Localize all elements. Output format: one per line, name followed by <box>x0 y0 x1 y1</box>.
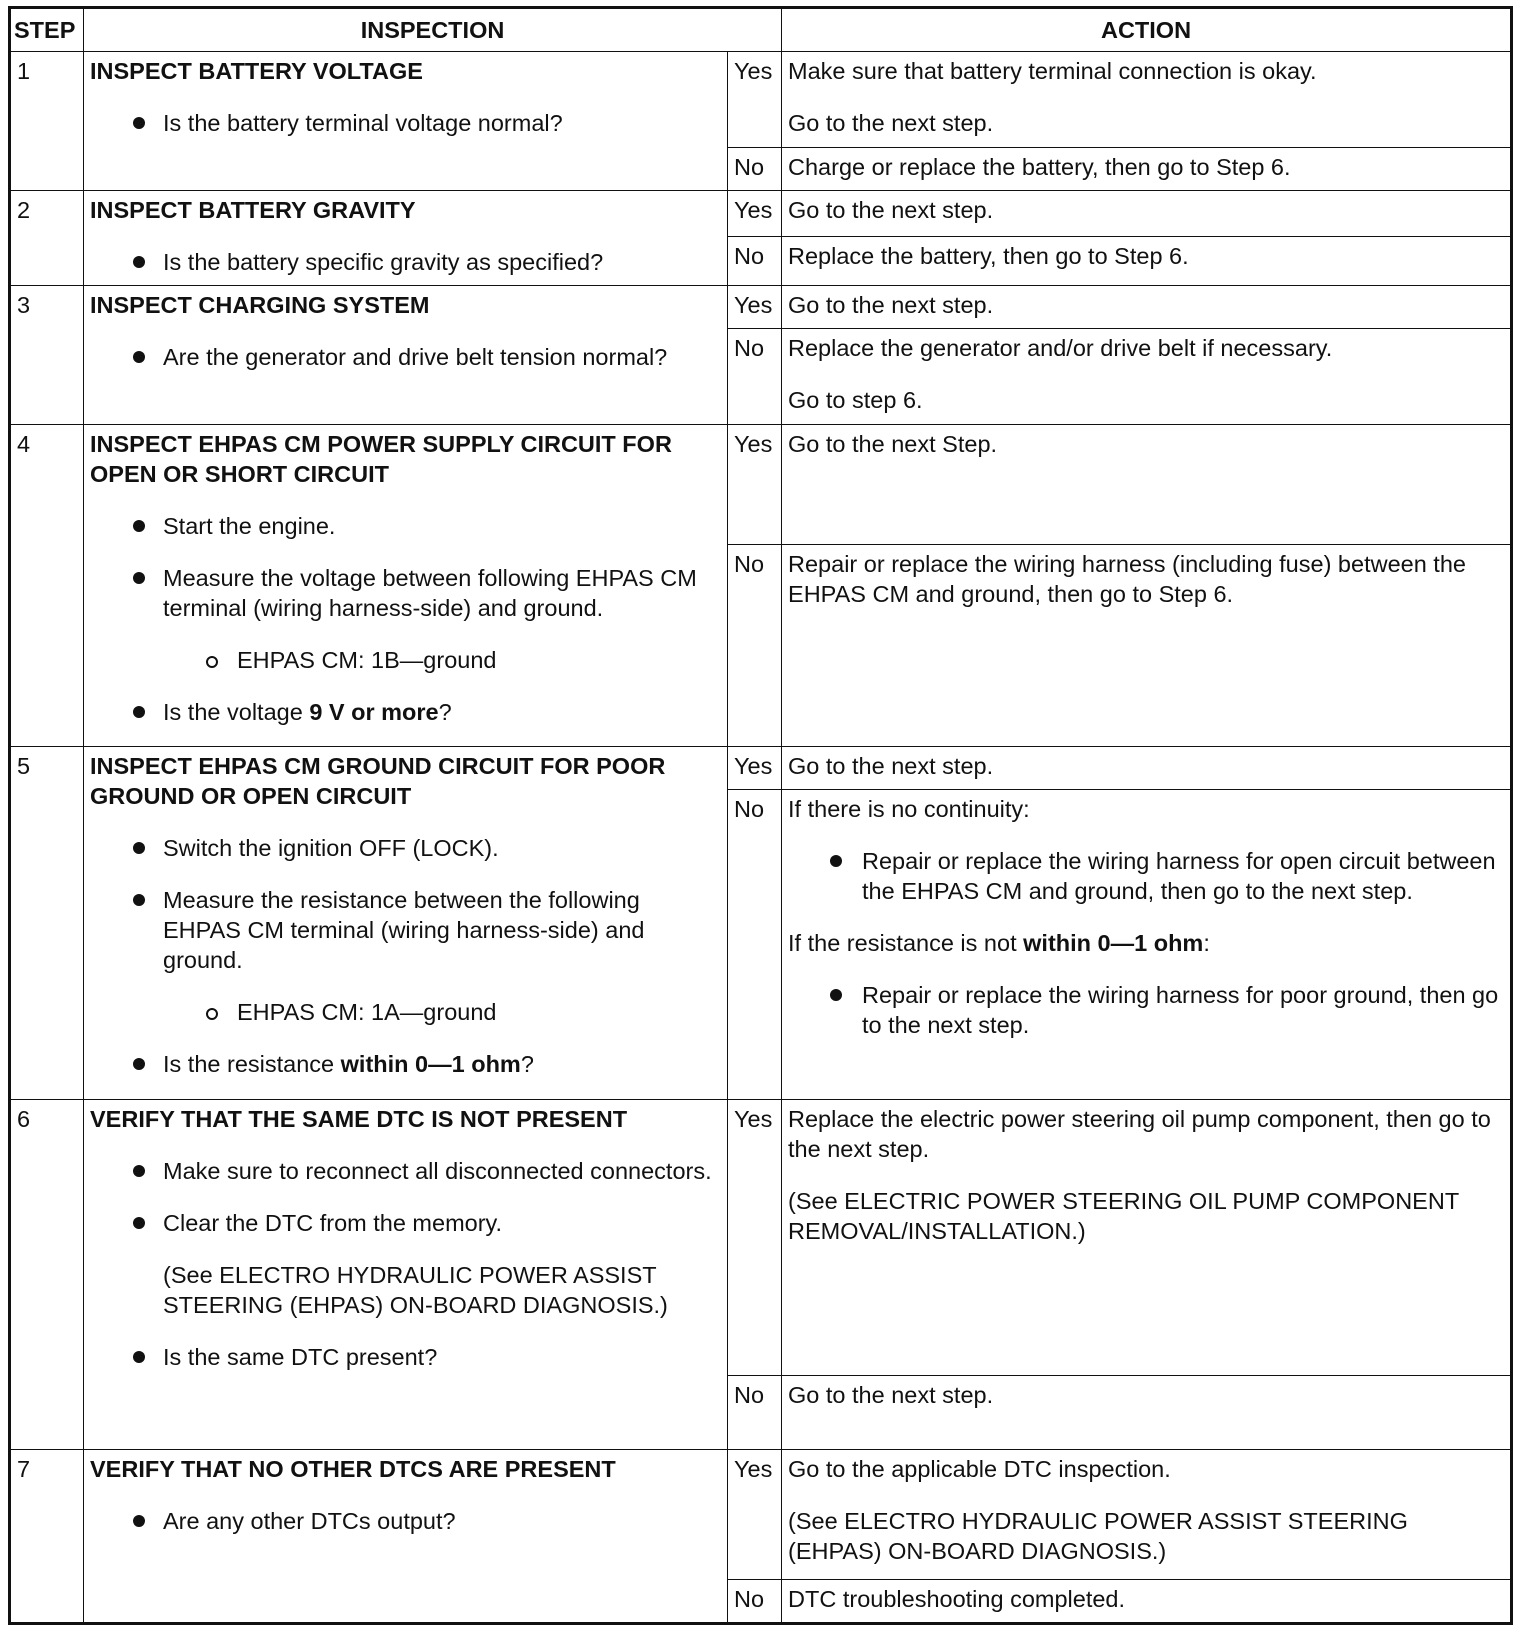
inspection-bullet: Is the resistance within 0—1 ohm? <box>90 1049 721 1079</box>
action-bullet: Repair or replace the wiring harness for poor ground, then go to the next step. <box>788 980 1504 1040</box>
no-label: No <box>728 545 782 747</box>
inspection-bullet: Measure the resistance between the following EHPAS CM terminal (wiring harness-side) and ground. <box>90 885 721 975</box>
yes-action-cell: Go to the next step. <box>782 747 1512 790</box>
yes-label: Yes <box>728 1450 782 1580</box>
yes-action-cell: Go to the next Step. <box>782 425 1512 545</box>
step-number: 1 <box>10 52 84 191</box>
action-text: Replace the electric power steering oil pump component, then go to the next step. <box>788 1106 1491 1162</box>
no-action-cell: DTC troubleshooting completed. <box>782 1580 1512 1624</box>
spec-value: within 0—1 ohm <box>1023 930 1204 956</box>
yes-label: Yes <box>728 191 782 237</box>
step-number: 7 <box>10 1450 84 1624</box>
no-label: No <box>728 1580 782 1624</box>
inspection-cell <box>84 286 728 425</box>
yes-label: Yes <box>728 1100 782 1376</box>
step-number: 5 <box>10 747 84 1100</box>
yes-label: Yes <box>728 52 782 148</box>
action-bullet: Repair or replace the wiring harness for open circuit between the EHPAS CM and ground, then go to the next step. <box>788 846 1504 906</box>
step-title: VERIFY THAT THE SAME DTC IS NOT PRESENT <box>90 1106 628 1132</box>
inspection-cell <box>84 747 728 1100</box>
inspection-sub-bullet: EHPAS CM: 1A—ground <box>90 997 721 1027</box>
yes-action-cell: Go to the next step. <box>782 286 1512 329</box>
action-text: Go to the applicable DTC inspection. <box>788 1456 1171 1482</box>
step-number: 6 <box>10 1100 84 1450</box>
inspection-bullet: Start the engine. <box>90 511 721 541</box>
yes-label: Yes <box>728 425 782 545</box>
no-label: No <box>728 1376 782 1450</box>
inspection-bullet: Is the battery terminal voltage normal? <box>90 108 721 138</box>
yes-action-cell <box>782 1450 1512 1580</box>
step-number: 2 <box>10 191 84 286</box>
step-1-yes-row <box>10 52 1512 148</box>
step-title: INSPECT EHPAS CM GROUND CIRCUIT FOR POOR GROUND OR OPEN CIRCUIT <box>90 753 666 809</box>
step-2-yes-row <box>10 191 1512 237</box>
no-label: No <box>728 790 782 1100</box>
inspection-bullet: Is the battery specific gravity as specified? <box>90 247 721 277</box>
inspection-bullet: Are the generator and drive belt tension normal? <box>90 342 721 372</box>
no-action-cell: Charge or replace the battery, then go to Step 6. <box>782 148 1512 191</box>
inspection-note: (See ELECTRO HYDRAULIC POWER ASSIST STEERING (EHPAS) ON-BOARD DIAGNOSIS.) <box>163 1262 668 1318</box>
step-4-yes-row <box>10 425 1512 545</box>
step-3-yes-row <box>10 286 1512 329</box>
inspection-bullet: Make sure to reconnect all disconnected connectors. <box>90 1156 721 1186</box>
inspection-bullet: Is the same DTC present? <box>90 1342 721 1372</box>
step-title: INSPECT BATTERY GRAVITY <box>90 197 416 223</box>
step-5-yes-row <box>10 747 1512 790</box>
inspection-bullet: Clear the DTC from the memory. <box>90 1208 721 1238</box>
diagnostic-procedure-table <box>8 6 1513 1625</box>
action-column-header: ACTION <box>782 8 1512 52</box>
inspection-bullet: Switch the ignition OFF (LOCK). <box>90 833 721 863</box>
inspection-column-header: INSPECTION <box>84 8 782 52</box>
no-action-cell: Repair or replace the wiring harness (including fuse) between the EHPAS CM and ground, then go to Step 6. <box>782 545 1512 747</box>
no-action-cell: Go to the next step. <box>782 1376 1512 1450</box>
inspection-bullet: Is the voltage 9 V or more? <box>90 697 721 727</box>
no-action-cell <box>782 329 1512 425</box>
step-6-yes-row <box>10 1100 1512 1376</box>
yes-action-cell: Go to the next step. <box>782 191 1512 237</box>
inspection-bullet: Are any other DTCs output? <box>90 1506 721 1536</box>
action-text: (See ELECTRO HYDRAULIC POWER ASSIST STEERING (EHPAS) ON-BOARD DIAGNOSIS.) <box>788 1508 1408 1564</box>
spec-value: 9 V or more <box>309 699 439 725</box>
action-text: Go to step 6. <box>788 387 923 413</box>
no-label: No <box>728 237 782 286</box>
header-row <box>10 8 1512 52</box>
no-label: No <box>728 329 782 425</box>
yes-label: Yes <box>728 286 782 329</box>
step-column-header: STEP <box>10 8 84 52</box>
action-text: (See ELECTRIC POWER STEERING OIL PUMP COMPONENT REMOVAL/INSTALLATION.) <box>788 1188 1459 1244</box>
step-title: INSPECT EHPAS CM POWER SUPPLY CIRCUIT FOR OPEN OR SHORT CIRCUIT <box>90 431 672 487</box>
yes-action-cell <box>782 1100 1512 1376</box>
inspection-cell <box>84 1450 728 1624</box>
inspection-cell <box>84 1100 728 1450</box>
inspection-cell <box>84 425 728 747</box>
no-action-cell <box>782 790 1512 1100</box>
step-title: INSPECT BATTERY VOLTAGE <box>90 58 423 84</box>
no-label: No <box>728 148 782 191</box>
no-action-cell: Replace the battery, then go to Step 6. <box>782 237 1512 286</box>
step-7-yes-row <box>10 1450 1512 1580</box>
yes-action-cell <box>782 52 1512 148</box>
inspection-cell <box>84 52 728 191</box>
step-title: INSPECT CHARGING SYSTEM <box>90 292 430 318</box>
action-text: Make sure that battery terminal connection is okay. <box>788 58 1317 84</box>
action-text: If the resistance is not within 0—1 ohm: <box>788 930 1210 956</box>
inspection-cell <box>84 191 728 286</box>
step-number: 4 <box>10 425 84 747</box>
step-title: VERIFY THAT NO OTHER DTCS ARE PRESENT <box>90 1456 616 1482</box>
inspection-bullet: Measure the voltage between following EHPAS CM terminal (wiring harness-side) and ground. <box>90 563 721 623</box>
spec-value: within 0—1 ohm <box>340 1051 521 1077</box>
action-text: Replace the generator and/or drive belt if necessary. <box>788 335 1333 361</box>
action-text: If there is no continuity: <box>788 796 1030 822</box>
action-text: Go to the next step. <box>788 110 994 136</box>
step-number: 3 <box>10 286 84 425</box>
yes-label: Yes <box>728 747 782 790</box>
inspection-sub-bullet: EHPAS CM: 1B—ground <box>90 645 721 675</box>
